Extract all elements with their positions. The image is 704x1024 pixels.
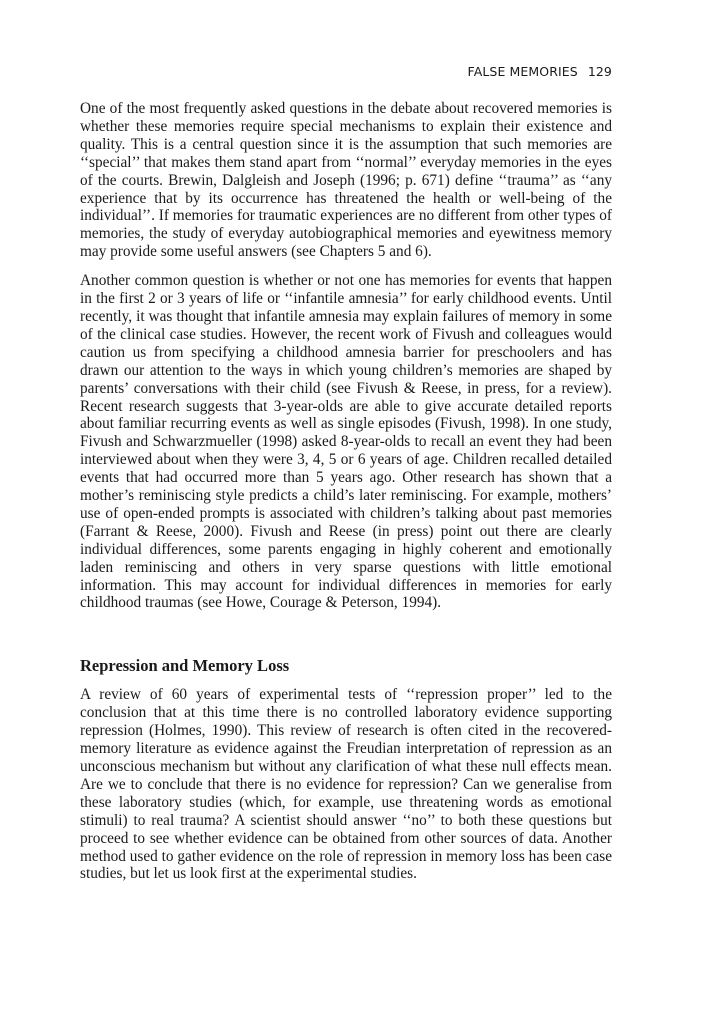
book-page xyxy=(80,64,612,894)
page-number: 129 xyxy=(587,64,612,79)
paragraph: One of the most frequently asked questions in the debate about recovered memories is whether these memories require special mechanisms to explain their existence and quality. This is a central question since it is the assumption that such memories are ‘‘special’’ that makes them stand apart from ‘‘normal’’ everyday memories in the eyes of the courts. Brewin, Dalgleish and Joseph (1996; p. 671) define ‘‘trauma’’ as ‘‘any experience that by its occurrence has threatened the health or well-being of the individual’’. If memories for traumatic experiences are no different from other types of memories, the study of everyday autobiographical memories and eyewitness memory may provide some useful answers (see Chapters 5 and 6). xyxy=(80,100,612,261)
paragraph: A review of 60 years of experimental tests of ‘‘repression proper’’ led to the conclusion that at this time there is no controlled laboratory evidence supporting repression (Holmes, 1990). This review of research is often cited in the recovered-memory literature as evidence against the Freudian interpretation of repression as an unconscious mechanism but without any clarification of what these null effects mean. Are we to conclude that there is no evidence for repression? Can we generalise from these laboratory studies (which, for example, use threatening words as emotional stimuli) to real trauma? A scientist should answer ‘‘no’’ to both these questions but proceed to see whether evidence can be obtained from other sources of data. Another method used to gather evidence on the role of repression in memory loss has been case studies, but let us look first at the experimental studies. xyxy=(80,686,612,883)
paragraph: Another common question is whether or not one has memories for events that happen in the first 2 or 3 years of life or ‘‘infantile amnesia’’ for early childhood events. Until recently, it was thought that infantile amnesia may explain failures of memory in some of the clinical case studies. However, the recent work of Fivush and colleagues would caution us from specifying a childhood amnesia barrier for preschoolers and has drawn our attention to the ways in which young children’s memories are shaped by parents’ conversations with their child (see Fivush & Reese, in press, for a review). Recent research suggests that 3-year-olds are able to give accurate detailed reports about familiar recurring events as well as single episodes (Fivush, 1998). In one study, Fivush and Schwarzmueller (1998) asked 8-year-olds to recall an event they had been interviewed about when they were 3, 4, 5 or 6 years of age. Children recalled detailed events that had occurred more than 5 years ago. Other research has shown that a mother’s reminiscing style predicts a child’s later reminiscing. For example, mothers’ use of open-ended prompts is associated with children’s talking about past memories (Farrant & Reese, 2000). Fivush and Reese (in press) point out there are clearly individual differences, some parents engaging in highly coherent and emotionally laden reminiscing and others in very sparse questions with little emotional information. This may account for individual differences in memories for early childhood traumas (see Howe, Courage & Peterson, 1994). xyxy=(80,272,612,612)
body-text xyxy=(80,100,612,883)
running-head-title: FALSE MEMORIES xyxy=(467,64,578,79)
running-head xyxy=(80,64,612,86)
section-heading: Repression and Memory Loss xyxy=(80,656,290,676)
